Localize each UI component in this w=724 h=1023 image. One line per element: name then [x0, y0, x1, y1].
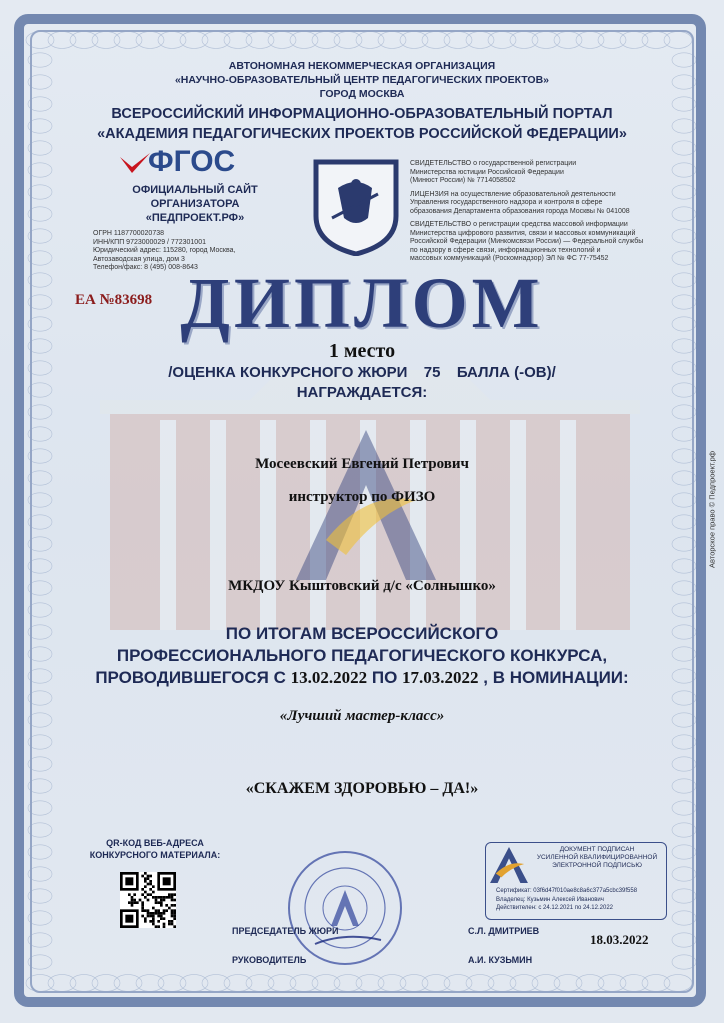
- recipient-institution: МКДОУ Кыштовский д/с «Солнышко»: [228, 578, 496, 594]
- requisite-line: Юридический адрес: 115280, город Москва,: [93, 247, 236, 254]
- place: 1 место: [328, 340, 396, 362]
- license-line: по надзору в сфере связи, информационных технологий и: [410, 246, 601, 254]
- license-line: СВИДЕТЕЛЬСТВО о регистрации средства массовой информации: [410, 221, 628, 228]
- license-line: ЛИЦЕНЗИЯ на осуществление образовательной деятельности: [410, 190, 616, 198]
- nomination: «Лучший мастер-класс»: [279, 708, 445, 724]
- contest-line-3: [0, 668, 724, 688]
- issue-date: 18.03.2022: [590, 932, 649, 947]
- date-from: 13.02.2022: [290, 668, 368, 687]
- qr-code[interactable]: [120, 872, 176, 928]
- license-line: Министерства юстиции Российской Федерации: [410, 168, 564, 176]
- requisite-line: ИНН/КПП 9723000029 / 772301001: [93, 238, 206, 246]
- license-line: СВИДЕТЕЛЬСТВО о государственной регистрации: [410, 160, 577, 167]
- contest-line-2: ПРОФЕССИОНАЛЬНОГО ПЕДАГОГИЧЕСКОГО КОНКУРСА,: [116, 646, 608, 665]
- org-line-2: «НАУЧНО-ОБРАЗОВАТЕЛЬНЫЙ ЦЕНТР ПЕДАГОГИЧЕСКИХ ПРОЕКТОВ»: [174, 74, 550, 86]
- signature-box: [485, 842, 667, 920]
- sig-title-2: УСИЛЕННОЙ КВАЛИФИЦИРОВАННОЙ: [536, 854, 658, 861]
- requisite-line: Телефон/факс: 8 (495) 008-8643: [93, 264, 198, 271]
- sig-owner: Владелец: Кузьмин Алексей Иванович: [496, 896, 604, 903]
- chairman-label: ПРЕДСЕДАТЕЛЬ ЖЮРИ: [232, 926, 339, 936]
- org-line-3: ГОРОД МОСКВА: [319, 88, 405, 100]
- contest-suffix: , В НОМИНАЦИИ:: [483, 668, 629, 687]
- sig-title-3: ЭЛЕКТРОННОЙ ПОДПИСЬЮ: [552, 862, 642, 869]
- sig-cert: Сертификат: 03f6d47f010ae8c8a6c377a5cbc39f558: [496, 888, 638, 894]
- head-label: РУКОВОДИТЕЛЬ: [232, 955, 307, 965]
- work-title: «СКАЖЕМ ЗДОРОВЬЮ – ДА!»: [245, 780, 479, 797]
- score-line: [0, 364, 724, 381]
- fgos-check-icon: [118, 151, 152, 177]
- sig-title-1: ДОКУМЕНТ ПОДПИСАН: [559, 846, 635, 853]
- license-line: (Минюст России) № 7714058502: [410, 177, 516, 184]
- requisite-line: ОГРН 1187700020738: [93, 230, 164, 237]
- recipient-name: Мосеевский Евгений Петрович: [255, 456, 469, 472]
- licenses-block: [410, 160, 685, 264]
- score-suffix: БАЛЛА (-ОВ)/: [456, 364, 556, 381]
- site-line-1: ОФИЦИАЛЬНЫЙ САЙТ: [132, 184, 258, 196]
- score-value: 75: [423, 364, 441, 381]
- contest-mid: ПО: [371, 668, 398, 687]
- license-line: образования Департамента образования города Москвы № 041008: [410, 207, 630, 215]
- org-line-1: АВТОНОМНАЯ НЕКОММЕРЧЕСКАЯ ОРГАНИЗАЦИЯ: [228, 60, 496, 72]
- contest-line-1: ПО ИТОГАМ ВСЕРОССИЙСКОГО: [225, 624, 499, 643]
- license-line: массовых коммуникаций (Роскомнадзор) ЭЛ № ФС 77-75452: [410, 255, 609, 262]
- contest-prefix: ПРОВОДИВШЕГОСЯ С: [95, 668, 286, 687]
- date-to: 17.03.2022: [402, 668, 479, 687]
- academy-logo-icon: [490, 847, 528, 883]
- site-line-3: «ПЕДПРОЕКТ.РФ»: [145, 212, 245, 224]
- license-line: Российской Федерации (Минкомсвязи России) — Федеральной службы: [410, 238, 644, 245]
- head-name: А.И. КУЗЬМИН: [468, 955, 533, 965]
- license-line: Министерства цифрового развития, связи и массовых коммуникаций: [410, 229, 636, 237]
- qr-label-1: QR-КОД ВЕБ-АДРЕСА: [106, 838, 204, 848]
- requisite-line: Автозаводская улица, дом 3: [93, 255, 185, 263]
- recipient-position: инструктор по ФИЗО: [288, 489, 436, 505]
- awarded-label: НАГРАЖДАЕТСЯ:: [296, 384, 428, 401]
- qr-label-2: КОНКУРСНОГО МАТЕРИАЛА:: [89, 850, 221, 860]
- license-line: Управления государственного надзора и контроля в сфере: [410, 199, 603, 206]
- copyright: Авторское право © Педпроект.рф: [707, 451, 717, 568]
- diploma-number: ЕА №83698: [75, 292, 153, 308]
- site-line-2: ОРГАНИЗАТОРА: [150, 198, 240, 210]
- moscow-emblem-icon: [308, 158, 404, 256]
- fgos-text: ФГОС: [148, 145, 236, 178]
- score-prefix: /ОЦЕНКА КОНКУРСНОГО ЖЮРИ: [168, 364, 408, 381]
- chairman-name: С.Л. ДМИТРИЕВ: [468, 926, 540, 936]
- sig-valid: Действителен: с 24.12.2021 по 24.12.2022: [496, 905, 613, 911]
- organization-stamp: [285, 848, 405, 968]
- fgos-logo: [118, 147, 268, 179]
- diploma-title: ДИПЛОМ: [180, 263, 544, 343]
- portal-line-1: ВСЕРОССИЙСКИЙ ИНФОРМАЦИОННО-ОБРАЗОВАТЕЛЬНЫЙ ПОРТАЛ: [111, 106, 613, 122]
- portal-line-2: «АКАДЕМИЯ ПЕДАГОГИЧЕСКИХ ПРОЕКТОВ РОССИЙСКОЙ ФЕДЕРАЦИИ»: [97, 126, 627, 142]
